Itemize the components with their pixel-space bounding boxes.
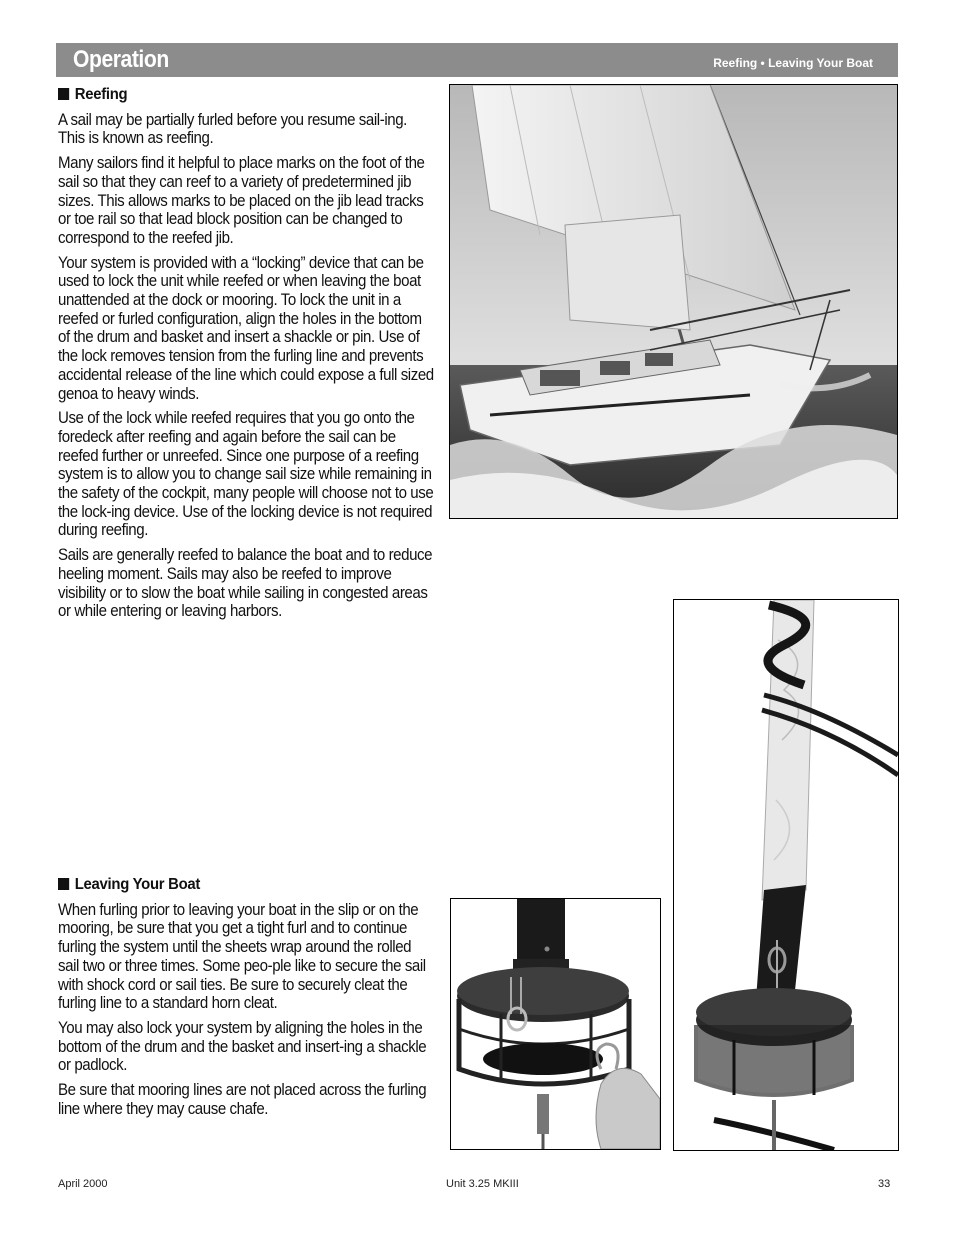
reefing-paragraph: Use of the lock while reefed requires that you go onto the foredeck after reefing and again before the sail can be reefed further or unreefed. Since one purpose of a reefing system is to allow you to change sail size while remaining in the safety of the cockpit, many people will choose not to use the lock-ing device. Use of the locking device is not required during reefing.: [58, 409, 434, 540]
leaving-paragraph: When furling prior to leaving your boat in the slip or on the mooring, be sure that you get a tight furl and to continue furling the system until the sheets wrap around the rolled sail two or three times. Some peo-ple like to secure the sail with shock cord or sail ties. Be sure to securely cleat the furling line to a standard horn cleat.: [58, 900, 426, 1013]
footer-date: April 2000: [58, 1178, 108, 1190]
leaving-section: [58, 876, 427, 1124]
section-breadcrumb: Reefing • Leaving Your Boat: [713, 56, 873, 70]
page-title: Operation: [73, 46, 169, 73]
leaving-paragraph: Be sure that mooring lines are not placed across the furling line where they may cause chafe.: [58, 1081, 427, 1118]
reefing-paragraph: Sails are generally reefed to balance the boat and to reduce heeling moment. Sails may also be reefed to improve visibility or to slow the boat while sailing in congested areas or while entering or leaving harbors.: [58, 546, 433, 621]
reefing-heading: Reefing: [58, 86, 410, 105]
reefing-paragraph: A sail may be partially furled before you resume sail-ing. This is known as reefing.: [58, 110, 407, 148]
sailboat-photo: [449, 84, 898, 519]
leaving-heading: Leaving Your Boat: [58, 876, 410, 895]
bullet-square-icon: [58, 88, 69, 100]
leaving-paragraph: You may also lock your system by aligning the holes in the bottom of the drum and the basket and insert-ing a shackle or padlock.: [58, 1018, 427, 1075]
furling-drum-lock-photo: [450, 898, 661, 1150]
reefing-paragraph: Many sailors find it helpful to place marks on the foot of the sail so that they can reef to a variety of predetermined jib sizes. This allows marks to be placed on the jib lead tracks or toe rail so that lead block position can be changed to correspond to the reefed jib.: [58, 154, 425, 247]
reefing-paragraph: Your system is provided with a “locking” device that can be used to lock the unit while reefed or when leaving the boat unattended at the dock or mooring. To lock the unit in a reefed or furled configuration, align the holes in the bottom of the drum and basket and insert a shackle or pin. Use of the lock removes tension from the furling line and prevents accidental release of the line which could expose a full sized genoa to heavy winds.: [58, 253, 434, 403]
footer-unit: Unit 3.25 MKIII: [446, 1178, 519, 1190]
bullet-square-icon: [58, 878, 69, 890]
page-header: [56, 43, 898, 77]
furled-sail-photo: [673, 599, 899, 1151]
reefing-section: [58, 86, 434, 627]
page-number: 33: [878, 1178, 891, 1190]
